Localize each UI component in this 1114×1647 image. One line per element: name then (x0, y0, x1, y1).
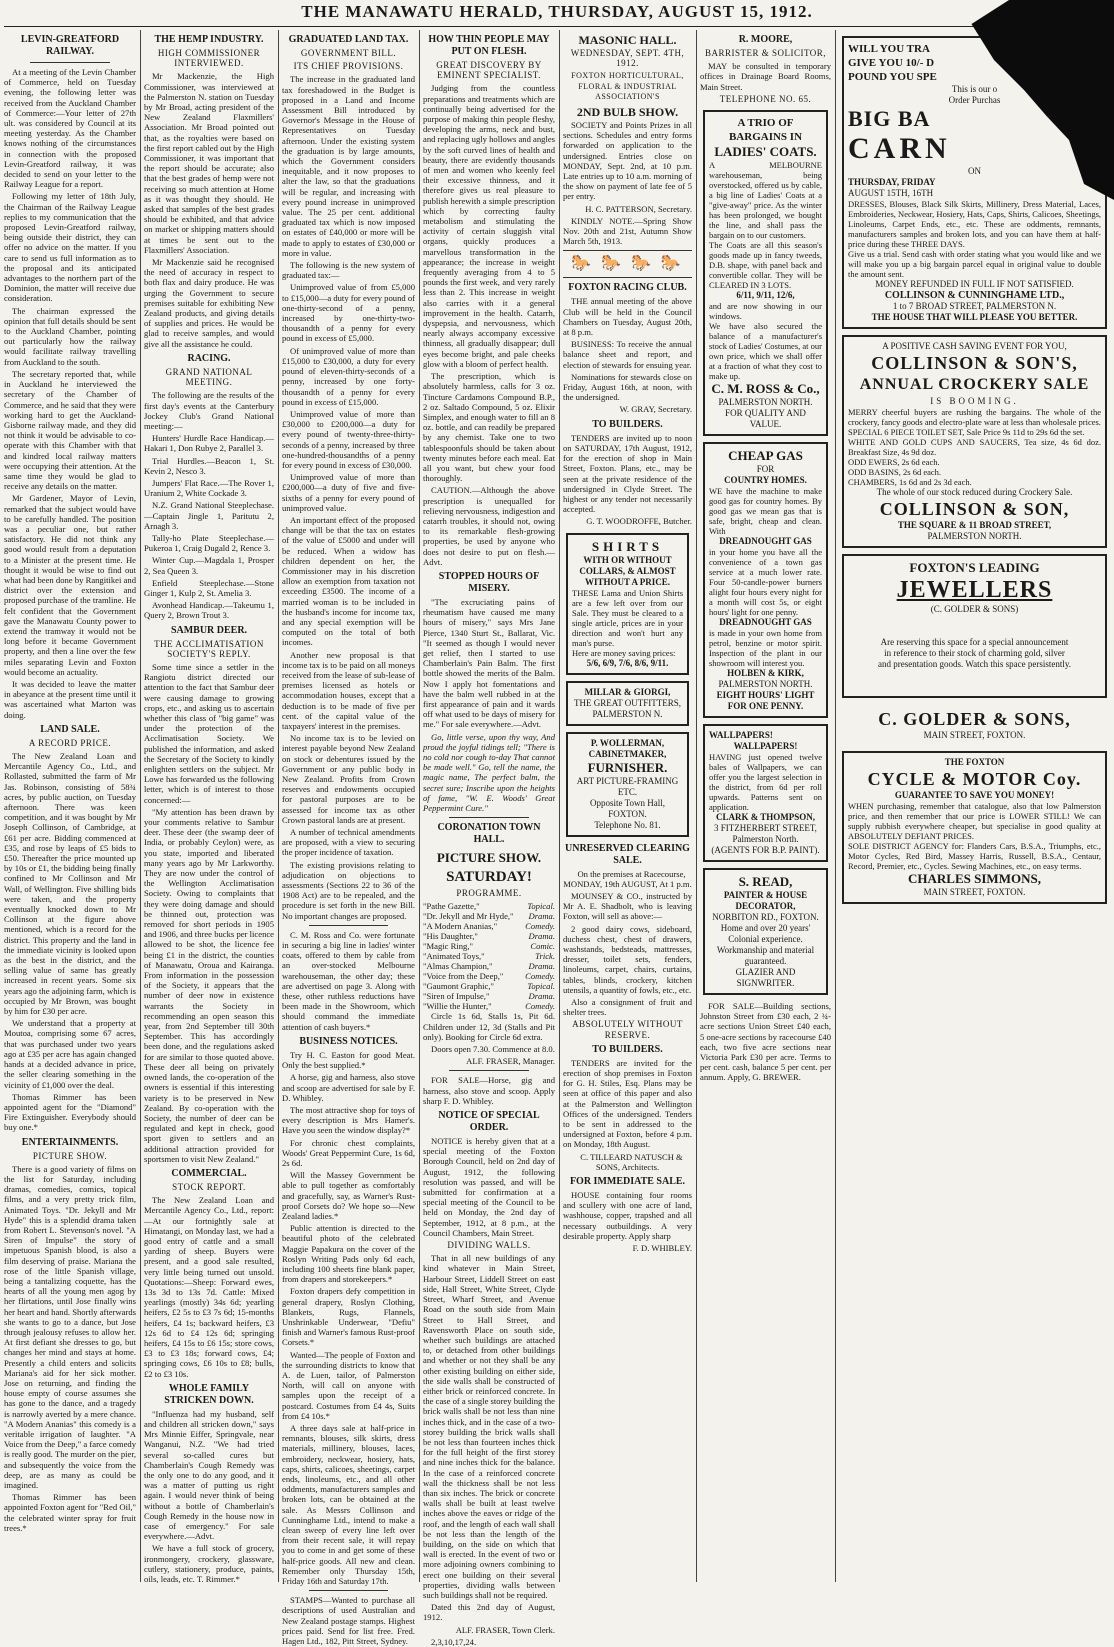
notice-text: Will the Massey Government be able to pull together as comfortably and gracefully, say, as Warner's Rust-proof Corsets do? We hope so—New Zealand ladies.* (282, 1170, 415, 1221)
ad-advertiser: HOLBEN & KIRK, (727, 668, 804, 679)
ad-headline: JEWELLERS (896, 577, 1053, 603)
ad-product: DREADNOUGHT GAS (719, 536, 812, 547)
programme-title: "His Daughter," (423, 931, 478, 942)
ad-subtitle: IS BOOMING. (930, 396, 1019, 406)
programme-genre: Comedy. (525, 921, 555, 932)
notice-text: The most attractive shop for toys of every description is Mrs Hamer's. Have you seen the window display?* (282, 1104, 415, 1136)
ad-golder (842, 704, 1107, 745)
headline-to-builders-2: TO BUILDERS. (592, 1043, 663, 1055)
article-text: No income tax is to be levied on interest payable beyond New Zealand on stock or debentures issued by the Government or any public body in New Zealand. Profits from Crown reserves and endowments occupied for pastoral purposes are to be assessed for income tax as other Crown pastoral lands are at present. (282, 733, 415, 825)
headline-town-hall: CORONATION TOWN HALL. (437, 822, 541, 846)
ad-location: PALMERSTON N. (592, 708, 663, 719)
column-2 (144, 30, 274, 1585)
ad-text: The whole of our stock reduced during Crockery Sale. (876, 487, 1073, 497)
notice-text: MOUNSEY & CO., instructed by Mr A. E. Shadbolt, who is leaving Foxton, will sell as above:— (563, 890, 692, 922)
article-text: Unimproved value of more than £200,000—a duty of five and five-sixths of a penny for every pound of unimproved value. (282, 472, 415, 513)
notice-text: Wanted—The people of Foxton and the surrounding districts to know that A. de Luen, tailor, of Palmerston North, will call on anyone with samples upon the receipt of a postcard. Costumes from £4 4s, Suits from £4 10s.* (282, 1349, 415, 1421)
ad-text: SPECIAL 6 PIECE TOILET SET, Sale Price 9s 11d to 29s 6d the set. (848, 427, 1085, 437)
ad-text: and are now showing in our windows. (709, 301, 822, 322)
programme-genre: Drama. (528, 911, 555, 922)
notice-dates: 2,3,10,17,24. (431, 1636, 477, 1647)
article-text: We have a full stock of grocery, ironmongery, crockery, glassware, cutlery, stationery, produce, paints, oils, leads, etc. T. Rimmer.* (144, 1543, 274, 1585)
ad-cycle-motor (842, 751, 1107, 904)
programme-genre: Comic. (530, 941, 555, 952)
ad-text: TELEPHONE NO. 65. (719, 93, 812, 104)
article-text: We understand that a property at Moutoa, comprising some 67 acres, that was purchased under two years ago at £35 per acre has again changed hands at a decided advance in price, the seller clearing something in the vicinity of £1,000 over the deal. (4, 1018, 136, 1090)
ad-title: WALLPAPERS! (733, 741, 798, 752)
ad-cheap-gas (703, 442, 828, 718)
ad-text: in your home you have all the convenience of a town gas service at a much lower rate. Four 50-candle-power burners alight four hours every night for a month will cost 5s, or eight hours' light for one penny. (709, 547, 822, 618)
subheadline: A RECORD PRICE. (28, 737, 112, 748)
ad-advertiser: C. M. ROSS & Co., (711, 381, 820, 397)
programme-genre: Comedy. (525, 971, 555, 982)
column-4 (423, 30, 555, 1647)
ad-title: WILL YOU TRA (848, 43, 930, 55)
article-text: A number of technical amendments are proposed, with a view to securing the proper incidence of taxation. (282, 827, 415, 858)
ad-text: A MELBOURNE warehouseman, being overstocked, offered us by cable, a big line of Ladies' Coats at a "give-away" price. As the winter has been prolonged, we bought the line, and shall pass the bargain on to our customers. (709, 160, 822, 241)
column-6 (700, 30, 831, 1582)
ad-headline: ANNUAL CROCKERY SALE (859, 376, 1090, 393)
ad-text: ART PICTURE-FRAMING ETC. (576, 775, 679, 797)
ad-location: 3 FITZHERBERT STREET, (714, 823, 817, 834)
ad-moore-name: R. MOORE, (738, 34, 793, 45)
article-text: An important effect of the proposed change will be that the tax on estates of the value of £5000 and under will be reduced. When a widow has children dependent on her, the Commissioner may in his discretion allow an exemption from taxation not exceeding £3500. The income of a married woman is to be included in the husband's income for income tax, and any special exemption will be computed on the total of both incomes. (282, 514, 415, 648)
ad-text: This is our o (951, 84, 998, 94)
headline-immediate-sale: FOR IMMEDIATE SALE. (569, 1176, 686, 1187)
notice-text: NOTICE is hereby given that at a special meeting of the Foxton Borough Council, held on 2nd day of August, 1912, the following resolution was passed, and will be submitted for confirmation at a special meeting of the Council to be held on Monday, the 2nd day of September, 1912, at 8 p.m., at the Council Chambers, Main Street. (423, 1136, 555, 1238)
signature: ALF. FRASER, Town Clerk. (455, 1624, 555, 1635)
article-text: Some time since a settler in the Rangiotu district directed our attention to the fact that Sambur deer were causing damage to growing crops, etc., and asking us to ascertain whether this class of "big game" was under the protection of the Acclimatisation Society. We published the information, and asked the Secretary of the Society to kindly enlighten settlers on the subject. Mr Lowe has forwarded us the following letter, which is of interest to those concerned:— (144, 661, 274, 805)
notice-text: Nominations for stewards close on Friday, August 16th, at noon, with the undersigned. (563, 371, 692, 403)
notice-text: Try H. C. Easton for good Meat. Only the best supplied.* (282, 1049, 415, 1071)
headline-masonic-hall: MASONIC HALL. (578, 33, 677, 47)
programme-genre: Topical. (527, 981, 555, 992)
divider (30, 62, 109, 63)
ad-advertiser: S. READ, (738, 874, 793, 890)
programme-title: "A Modern Ananias," (423, 921, 498, 932)
ad-advertiser: COLLINSON & SON, (879, 499, 1070, 519)
notice-text: TENDERS are invited up to noon on SATURDAY, 17th August, 1912, for the erection of shop in Main Street, Foxton. Plans, etc., may be seen at the private residence of the undersigned in Clyde Street. The highest or any tender not necessarily accepted. (563, 432, 692, 515)
notice-text: TENDERS are invited for the erection of shop premises in Foxton for G. H. Stiles, Esq. Plans may be seen at office of this paper and also at the Palmerston and Wellington Offices of the undersigned. Tenders to be sent in addressed to the undersigned at Foxton, before 4 p.m. on Monday, 18th August. (563, 1057, 692, 1150)
column-rule (696, 30, 697, 1582)
ad-title: FOR (756, 464, 775, 475)
article-text: Thomas Rimmer has been appointed Foxton agent for "Red Oil," the celebrated winter spray for fruit trees.* (4, 1492, 136, 1533)
poem-text: Go, little verse, upon thy way, And proud the joyful tidings tell; "There is no cold nor cough to-day That cannot be made well." Go, tell the name, the magic name, The perfect balm, the secret sure; Inscribe upon the heights of fame, "W. E. Woods' Great Peppermint Cure." (423, 731, 555, 814)
signature: G. T. WOODROFFE, Butcher. (586, 516, 692, 527)
notice-text: A horse, gig and harness, also stove and scoop are advertised for sale by F. D. Whibley. (282, 1072, 415, 1103)
notice-text: HOUSE containing four rooms and scullery with one acre of land, washhouse, copper, trapshed and all necessary outbuildings. A very desirable property. Apply sharp (563, 1190, 692, 1241)
ad-tagline: THE HOUSE THAT WILL PLEASE YOU BETTER. (871, 312, 1078, 322)
notice-text: A three days sale at half-price in remnants, blouses, silk skirts, dress materials, millinery, blouses, laces, embroidery, neckwear, hosiery, hats, caps, shirts, calicoes, sheetings, carpet ends, linoleums, etc., and all other oddments, manufacturers samples and broken lots, can be obtained at the sale. As Messrs Collinson and Cunninghame Ltd., intend to make a clean sweep of every line left over from their recent sale, it will repay you to come in and get some of these half-price goods. All new and clean. Remember only Thursday 15th, Friday 16th and Saturday 17th. (282, 1423, 415, 1587)
headline-bulb-show: 2ND BULB SHOW. (576, 105, 679, 120)
article-text: There is a good variety of films on the list for Saturday, including dramas, comedies, comics, topical films, and a very pretty trick film, Animated Toys. "Dr. Jekyll and Mr Hyde" this is a splendid drama taken from Robert L. Stevenson's novel. "A Siren of Impulse" the story of impetuous Spanish blood, is also a film deserving of praise. Mariana the rose of the little Spanish village, being a tantalizing coquette, has the hearts of all the young men agog by her flirtations, until Jose finally wins her heart and hand. Shortly afterwards she wants to go to a dance, but Jose through jealousy refuses to allow her. At first defiant she dresses to go, but changes her mind and stays at home. Presently a child enters and solicits Mariana's aid for her sick mother. Jose on returning, and finding the house empty of course assumes she has gone to the dance, and a tragedy is narrowly averted by a mere chance. "A Modern Ananias" this comedy is a veritable irrigation of laughter. "A Voice from the Deep," a farce comedy is really good. The murder on the pier, and subsequently the voice from the deep, are as many as could be imagined. (4, 1163, 136, 1491)
column-7 (839, 30, 1110, 1582)
masthead: THE MANAWATU HERALD, THURSDAY, AUGUST 15, 1912. (301, 2, 813, 21)
article-text: At a meeting of the Levin Chamber of Commerce, held on Tuesday evening, the following letter was received from the Auckland Chamber of Commerce:—Your letter of 27th ult. was considered by Council at its meeting yesterday. As the Chamber knows nothing of the circumstances in connection with the proposed Levin-Greatford railway, it was decided to send on your letter to the Railway League for a report. (4, 67, 136, 190)
notice-text: THE annual meeting of the above Club will be held in the Council Chambers on Tuesday, August 20th, at 8 p.m. (563, 296, 692, 338)
article-text: The following is the new system of graduated tax:— (282, 260, 415, 281)
ad-dates: THURSDAY, FRIDAY (848, 177, 936, 187)
notice-text: KINDLY NOTE.—Spring Show Nov. 20th and 21st, Autumn Show March 5th, 1913. (563, 215, 692, 247)
ad-location: Palmerston North. (732, 834, 799, 845)
notice-text: Public attention is directed to the beautiful photo of the celebrated Maggie Papakura on the cover of the Roslyn Writing Pads only 6d each, including 100 sheets fine blank paper, from drapers and storekeepers.* (282, 1223, 415, 1285)
headline-thin-people: HOW THIN PEOPLE MAY PUT ON FLESH. (428, 34, 550, 57)
ad-text: Home and over 20 years' Colonial experience. (720, 923, 811, 945)
headline-picture-show: PICTURE SHOW. (436, 850, 542, 866)
article-text: Unimproved value of more than £30,000 to £200,000—a duty for every pound of twenty-three-thirty-seconds of a penny, increased by three one-hundred-thousandths of a penny for every pound in excess of £30,000. (282, 408, 415, 470)
subheadline: GRAND NATIONAL MEETING. (165, 366, 253, 388)
ad-wollerman (566, 732, 689, 837)
race-result: Trial Hurdles.—Beacon 1, St. Kevin 2, Nesco 3. (144, 455, 274, 476)
article-text: Unimproved value of from £5,000 to £15,000—a duty for every pound of one-thirty-second of a penny, increased by one-thirty-two-thousandth of a penny for every pound in excess of £5,000. (282, 282, 415, 344)
programme-item (423, 941, 555, 951)
article-text: The increase in the graduated land tax foreshadowed in the Budget is proposed in a Land and Income Assessment Bill introduced by Governor's Message in the House of Representatives on Tuesday afternoon. Under the existing system the graduation is by large amounts, which the Government considers inequitable, and it now proposes to alter the law, so that the graduations will be regular, and increasing with every pound increase in unimproved value. The 25 per cent. additional graduated tax which is now imposed on estates of £40,000 or more will be made to apply to estates of £30,000 or more in value. (282, 74, 415, 258)
ad-location: MAIN STREET, FOXTON. (923, 887, 1026, 897)
race-result: Enfield Steeplechase.—Stone Ginger 1, Kulp 2, St. Amelia 3. (144, 577, 274, 598)
signature: F. D. WHIBLEY. (632, 1243, 692, 1254)
subheadline: STOCK REPORT. (172, 1181, 246, 1192)
headline-land-tax: GRADUATED LAND TAX. (288, 34, 409, 45)
ad-text: CHAMBERS, 1s 6d and 2s 3d each. (848, 477, 972, 487)
race-result: Hunters' Hurdle Race Handicap.—Hakari 1, Don Rubye 2, Parallel 3. (144, 433, 274, 454)
article-text: Doors open 7.30. Commence at 8.0. (431, 1044, 555, 1055)
ad-subtitle: (C. GOLDER & SONS) (930, 604, 1019, 614)
ad-text: Order Purchas (948, 95, 1001, 105)
subheadline: ABSOLUTELY WITHOUT RESERVE. (572, 1019, 683, 1040)
ad-text: HAVING just opened twelve bales of Wallpapers, we can offer you the largest selection in the district, from 6d per roll upwards. Patterns sent on application. (709, 752, 822, 813)
ad-subtitle: WITH OR WITHOUT COLLARS, & ALMOST WITHOUT A PRICE. (579, 554, 676, 587)
programme-item (423, 951, 555, 961)
ad-text: Workmanship and material guaranteed. (716, 945, 815, 967)
column-rule (835, 30, 836, 1582)
article-text: Another new proposal is that income tax is to be paid on all moneys received from the lease of sub-lease of premises licensed as hotels or accommodation houses, except that a deduction is to be made of five per cent. of the capital value of the taxpayers' interest in the premises. (282, 649, 415, 731)
divider (449, 817, 528, 818)
signature: C. TILLEARD NATUSCH & SONS, Architects. (580, 1151, 683, 1172)
programme-genre: Drama. (528, 991, 555, 1002)
programme-item (423, 971, 555, 981)
headline-entertainments: ENTERTAINMENTS. (21, 1136, 119, 1148)
article-text: Following my letter of 18th July, the Chairman of the Railway League replies to my communication that the proposed Levin-Greatford railway, being outside their district, they can offer no advice on the matter. If you care to send us full information as to the proposal and its anticipated advantages to the northern part of the Dominion, the matter will receive due consideration. (4, 191, 136, 304)
article-text: The existing provisions relating to adjudication on objections to assessments (Sections 22 to 36 of the 1908 Act) are to be repealed, and the procedure is set forth in the new Bill. No important changes are proposed. (282, 859, 415, 921)
ad-tagline: GLAZIER AND SIGNWRITER. (735, 967, 796, 989)
notice-text: STAMPS—Wanted to purchase all descriptions of used Australian and New Zealand postage stamps. Highest prices paid. Send for list free. Fred. Hagen Ltd., 182, Pitt Street, Sydney. (282, 1595, 415, 1647)
article-text: Circle 1s 6d, Stalls 1s, Pit 6d. Children under 12, 3d (Stalls and Pit only). Booking for Circle 6d extra. (423, 1011, 555, 1042)
headline-commercial: COMMERCIAL. (171, 1167, 247, 1179)
ad-prices: 5/6, 6/9, 7/6, 8/6, 9/11. (586, 657, 669, 668)
racing-horses-illustration: 🐎 🐎 🐎 🐎 (563, 250, 692, 278)
ad-title: SHIRTS (591, 538, 664, 554)
programme-title: "Magic Ring," (423, 941, 473, 952)
notice-text: On the premises at Racecourse, MONDAY, 19th AUGUST, At 1 p.m. (563, 868, 692, 889)
race-result: Tally-ho Plate Steeplechase.—Pukeroa 1, Craig Dugald 2, Rence 3. (144, 532, 274, 554)
headline-saturday: SATURDAY! (446, 869, 532, 886)
programme-title: "Pathe Gazette," (423, 901, 480, 912)
headline-family: WHOLE FAMILY STRICKEN DOWN. (164, 1382, 254, 1406)
ad-title: FOXTON'S LEADING (909, 560, 1040, 575)
subheadline: ITS CHIEF PROVISIONS. (293, 61, 404, 72)
ad-title: CHEAP GAS (728, 448, 803, 464)
ad-location: MAIN STREET, FOXTON. (923, 730, 1026, 740)
article-text: Of unimproved value of more than £15,000 to £30,000, a duty for every pound of eleven-thirty-seconds of a penny, increased by one forty-thousandth of a penny for every pound in excess of £15,000. (282, 345, 415, 407)
notice-text: Foxton drapers defy competition in general drapery, Roslyn Clothing, Blankets, Rugs, Flannels, Unshrinkable Underwear, "Defiu" finish and Warner's famous Rust-proof Corsets.* (282, 1286, 415, 1348)
article-text: The New Zealand Loan and Mercantile Agency Co., Ltd., report:—At our fortnightly sale at Himatangi, on Monday last, we had a good entry of cattle and a small yarding of sheep. Buyers were present, and a good sale resulted, very little being turned out unsold. Quotations:—Sheep: Forward ewes, 13s 3d to 13s 7d. Cattle: Mixed yearlings (mostly) 34s 6d; yearling heifers, £2 5s to £3 7s 6d; 15-months heifers, £4 1s; backward heifers, £3 12s 6d to £4 12s 6d; springing heifers, £4 15s to £6 15s; store cows, £3 to £3 18s; forward cows, £4; springing cows, £6 10s to £8; bulls, £2 to £3 10s. (144, 1195, 274, 1379)
ad-title: THE FOXTON (944, 757, 1005, 767)
headline-business-notices: BUSINESS NOTICES. (299, 1035, 398, 1047)
ad-title: COUNTRY HOMES. (724, 475, 807, 486)
ad-subtitle: THE GREAT OUTFITTERS, (573, 697, 682, 708)
article-text: The chairman expressed the opinion that full details should be sent to the Auckland Chamber, pointing out particularly how the railway would facilitate railway travelling from Auckland to the south. (4, 305, 136, 367)
notice-text: 2 good dairy cows, sideboard, duchess chest, chest of drawers, washstands, bedsteads, mattresses, dresser, toilet sets, fenders, linoleums, carpet, chairs, curtains, tables, blinds, crockery, kitchen utensils, a quantity of fowls, etc., etc. (563, 923, 692, 995)
ad-subtitle: GUARANTEE TO SAVE YOU MONEY! (894, 790, 1055, 800)
ad-wallpapers (703, 724, 828, 862)
programme-genre: Drama. (528, 961, 555, 972)
headline-clearing-sale: UNRESERVED CLEARING SALE. (565, 842, 690, 866)
ad-title: A POSITIVE CASH SAVING EVENT FOR YOU, (882, 341, 1067, 351)
ad-location: PALMERSTON NORTH. (718, 397, 813, 408)
article-text: CAUTION.—Although the above prescription is unequalled for relieving nervousness, indigestion and catarrh troubles, it should not, owing to its remarkable flesh-growing properties, be used by anyone who does not desire to put on flesh.—Advt. (423, 485, 555, 567)
notice-text: Also a consignment of fruit and shelter trees. (563, 996, 692, 1018)
ad-text: SOLE DISTRICT AGENCY for: Flanders Cars, B.S.A., Triumphs, etc., Motor Cycles, Red Bird, Massey Harris, Russell, B.S.A., Centaur, Record, Premier, etc., Cycles. Sewing Machines, etc., on easy terms. (848, 841, 1101, 871)
signature: H. C. PATTERSON, Secretary. (585, 203, 692, 214)
article-text: The prescription, which is absolutely harmless, calls for 3 oz. Tincture Cardamons Compound B.P., 2 oz. Saltado Compound, 5 oz. Elixir Simplex, and enough water to fill an 8 oz. bottle, and can readily be prepared by any chemist. Take one to two tablespoonfuls should be taken about twenty minutes before each meal. Eat all you want, but chew your food thoroughly. (423, 371, 555, 484)
programme-item (423, 911, 555, 921)
headline-special-order: NOTICE OF SPECIAL ORDER. (438, 1110, 540, 1134)
column-rule (140, 30, 141, 1582)
subheadline: GREAT DISCOVERY BY EMINENT SPECIALIST. (436, 60, 542, 81)
ad-advertiser: CHARLES SIMMONS, (908, 871, 1041, 886)
ad-headline: CYCLE & MOTOR Coy. (867, 769, 1082, 789)
article-text: Thomas Rimmer has been appointed agent for the "Diamond" Fire Extinguisher. Everybody should buy one.* (4, 1091, 136, 1133)
column-3 (282, 30, 415, 1647)
article-text: The following are the results of the first day's events at the Canterbury Jockey Club's Grand National meeting:— (144, 390, 274, 431)
notice-text: BUSINESS: To receive the annual balance sheet and report, and election of stewards for ensuing year. (563, 339, 692, 370)
divider (449, 1070, 528, 1071)
ad-text: WE have the machine to make good gas for country homes. By good gas we mean gas that is safe, bright, cheap and clean. With (709, 486, 822, 537)
race-result: Winter Cup.—Magdala 1, Prosper 2, Sea Queen 3. (144, 555, 274, 576)
column-rule (559, 30, 560, 1582)
race-result: N.Z. Grand National Steeplechase.—Captain Jingle 1, Paritutu 2, Arnagh 3. (144, 500, 274, 531)
ad-product: DREADNOUGHT GAS (719, 617, 812, 628)
programme-title: "Dr. Jekyll and Mr Hyde," (423, 911, 514, 922)
ad-location: THE SQUARE & 11 BROAD STREET, (897, 520, 1052, 530)
ad-location: NORBITON RD., FOXTON. (712, 912, 819, 923)
ad-text: Give us a trial. Send cash with order stating what you would like and we will make you up a big bargain parcel equal in original value to double the amount sent. (848, 249, 1101, 279)
ad-text: MONEY REFUNDED IN FULL IF NOT SATISFIED. (875, 279, 1074, 289)
ad-advertiser: CLARK & THOMPSON, (715, 812, 816, 823)
ad-prices: 6/11, 9/11, 12/6, (736, 290, 795, 301)
subheadline: HIGH COMMISSIONER INTERVIEWED. (157, 48, 261, 69)
ad-text: DRESSES, Blouses, Black Silk Skirts, Millinery, Dress Material, Laces, Embroideries, Neckwear, Hosiery, Hats, Caps, Shirts, Calicoes, Sheetings, Linoleums, Carpet Ends, etc., etc. These are oddments, remnants, manufacturers samples and broken lots, and you can have them at half-price during these THREE DAYS. (848, 199, 1101, 249)
subheadline: WEDNESDAY, SEPT. 4TH, 1912. (570, 48, 685, 69)
ad-text: Opposite Town Hall, FOXTON. (590, 797, 665, 819)
ad-title: POUND YOU SPE (848, 71, 937, 83)
headline-to-builders: TO BUILDERS. (592, 418, 663, 430)
race-result: Avonhead Handicap.—Takeumu 1, Query 2, Brown Trout 3. (144, 600, 274, 621)
subheadline: PROGRAMME. (456, 888, 522, 899)
ad-text: ON (968, 166, 981, 176)
article-text: Mr Mackenzie, the High Commissioner, was interviewed at the Palmerston N. station on Tuesday by Mr Broad, acting president of the New Zealand Flaxmillers' Association. Mr Broad pointed out that, as the royalties were based on the first report cabled out by the High Commissioner, it was important that the report should be accurate; also that the best grades of hemp were not receiving so much attention at Home as it was thought they should. He asked that samples of the best grades should be exhibited, and that advice on market or shipping matters should at times be sent out to the Flaxmillers' Association. (144, 71, 274, 255)
headline-land-sale: LAND SALE. (40, 723, 100, 735)
ad-title: MILLAR & GIORGI, (584, 686, 671, 697)
programme-genre: Trick. (535, 951, 555, 962)
programme-item (423, 1001, 555, 1011)
ad-title: LADIES' COATS. (714, 144, 817, 160)
ad-title: P. WOLLERMAN, (590, 737, 665, 748)
notice-text: Dated this 2nd day of August, 1912. (423, 1602, 555, 1623)
ad-jewellers (842, 554, 1107, 698)
masthead-rule (4, 26, 1110, 27)
programme-title: "Voice from the Deep," (423, 971, 504, 982)
article-text: "Influenza had my husband, self and children all stricken down," says Mrs Minnie Eiffer, Springvale, near Wanganui, N.Z. "We had tried several so-called cures but Chamberlain's Cough Remedy was the only one to do any good, and it was a matter of putting us right again. I would never think of being without a bottle of Chamberlain's Cough Remedy in the house now in case of emergency." For sale everywhere.—Advt. (144, 1408, 274, 1542)
subheadline: FOXTON HORTICULTURAL, FLORAL & INDUSTRIAL ASSOCIATION'S (571, 71, 684, 101)
programme-genre: Comedy. (525, 1001, 555, 1012)
ad-text: is made in your own home from petrol, benzine or motor spirit. Inspection of the plant in our showroom will interest you. (709, 628, 822, 669)
headline-hemp: THE HEMP INDUSTRY. (154, 34, 264, 45)
headline-railway: LEVIN-GREATFORD RAILWAY. (20, 34, 120, 57)
article-text: The secretary reported that, while in Auckland he interviewed the secretary of the Chamber of Commerce, and he said that they were working hard to get the Auckland-Gisborne railway made, and they did not think it would be advisable to co-operate with this Chamber with that and kindred local railway matters were occupying their attention. At the same time they would be glad to receive any details on the matter. (4, 368, 136, 492)
ad-subtitle: CABINETMAKER, (588, 748, 667, 759)
ad-s-read (703, 868, 828, 995)
programme-title: "Siren of Impulse," (423, 991, 490, 1002)
ad-tagline: FOR QUALITY AND VALUE. (725, 408, 806, 430)
ad-headline: COLLINSON & SON'S, (871, 353, 1078, 373)
signature: W. GRAY, Secretary. (619, 404, 692, 415)
notice-text: That in all new buildings of any kind whatever in Main Street, Harbour Street, Liddell Street on east side, Hall Street, White Street, Clyde Street, Wharf Street, and Avenue Road on the south side from Main Street to Hall Street, and Ravensworth Place on south side, whether such buildings are attached to, or detached from other buildings and whether or not they shall be any other existing building on either side, the side walls shall be constructed of either brick or reinforced concrete. In the case of a single storey building the brick walls shall be not less than nine inches thick, and in the case of a two-storey building the brick walls shall be not less than fourteen inches thick for the full height of the first storey and nine inches thick for the balance. In the case of a reinforced concrete wall the thickness shall be not less than six inches. The brick or concrete walls shall be built at least twelve inches above the eaves or ridge of the roof, and the length of each wall shall be not less than the length of the building, on the side on which that wall is erected. In the event of two or more adjoining owners combining to erect one building on their several properties, dividing walls between such buildings shall not be required. (423, 1253, 555, 1600)
programme-genre: Drama. (528, 931, 555, 942)
subheadline: DIVIDING WALLS. (447, 1240, 531, 1251)
subheadline: PICTURE SHOW. (32, 1150, 108, 1161)
ad-ladies-coats (703, 110, 828, 436)
ad-text: THESE Lama and Union Shirts are a few left over from our Sale. They must be cleared to a single article, prices are in your direction and won't hurt any man's purse. (572, 587, 683, 648)
programme-item (423, 991, 555, 1001)
ad-dates: AUGUST 15TH, 16TH (848, 188, 934, 198)
programme-item (423, 981, 555, 991)
programme-title: "Animated Toys," (423, 951, 485, 962)
headline-racing-club: FOXTON RACING CLUB. (568, 282, 687, 294)
divider (309, 1590, 389, 1591)
column-rule (419, 30, 420, 1582)
ad-text: Are reserving this space for a special announcement in reference to their stock of charming gold, silver and presentation goods. Watch this space persistently. (878, 637, 1071, 669)
programme-title: "Gaumont Graphic," (423, 981, 494, 992)
ad-shirts (566, 533, 689, 675)
programme-title: "Willie the Hunter," (423, 1001, 492, 1012)
headline-misery: STOPPED HOURS OF MISERY. (438, 570, 540, 594)
ad-subtitle: PAINTER & HOUSE DECORATOR, (723, 890, 808, 912)
divider (309, 925, 389, 926)
signature: ALF. FRASER, Manager. (466, 1056, 555, 1067)
ad-text: The Coats are all this season's goods made up in fancy tweeds, D.B. shape, with panel back and convertible collar. They will be CLEARED IN 3 LOTS. (709, 240, 822, 291)
column-1 (4, 30, 136, 1582)
column-rule (278, 30, 279, 1582)
ad-moore-title: BARRISTER & SOLICITOR, (704, 48, 827, 58)
programme-item (423, 901, 555, 911)
programme-list (423, 901, 555, 1011)
ad-text: Telephone No. 81. (594, 819, 661, 830)
article-text: It was decided to leave the matter in abeyance at the present time until it was ascertained what Marton was doing. (4, 678, 136, 720)
ad-text: ODD EWERS, 2s 6d each. (848, 457, 940, 467)
ad-location: PALMERSTON NORTH. (718, 679, 813, 690)
programme-item (423, 961, 555, 971)
ad-text: MERRY cheerful buyers are rushing the bargains. The whole of the crockery, fancy goods and electro-plate ware at less than wholesale prices. (848, 407, 1101, 427)
article-text: Mr Mackenzie said he recognised the need of accuracy in respect to both flax and dairy produce. He was urging the Government to secure premises suitable for exhibiting New Zealand products, and giving details of supplies and prices. He would be glad to receive samples, and would give all the assistance he could. (144, 257, 274, 349)
notice-text: For chronic chest complaints, Woods' Great Peppermint Cure, 1s 6d, 2s 6d. (282, 1137, 415, 1168)
ad-title: GIVE YOU 10/- D (848, 57, 935, 69)
headline-racing: RACING. (187, 352, 231, 364)
ad-headline: BIG BA (848, 106, 931, 131)
ad-millar-giorgi (566, 681, 689, 726)
ad-headline: CARN (848, 132, 951, 165)
column-5 (563, 30, 692, 1582)
notice-text: FOR SALE—Building sections, Johnston Street from £30 each, 2 ¾-acre sections Union Street £40 each, 5 one-acre sections by racecourse £40 each, two five acre sections near Victoria Park £30 per acre. Terms to per cent. cash, balance 5 per cent. per annum. Apply, G. BREWER. (700, 1001, 831, 1083)
programme-genre: Topical. (527, 901, 555, 912)
ad-subtitle: FURNISHER. (587, 759, 668, 775)
ad-title: A TRIO OF BARGAINS IN (728, 117, 803, 144)
programme-item (423, 921, 555, 931)
headline-sambur-deer: SAMBUR DEER. (170, 624, 248, 636)
notice-text: FOR SALE—Horse, gig and harness, also stove and scoop. Apply sharp F. D. Whibley. (423, 1075, 555, 1106)
article-text: Mr Gardener, Mayor of Levin, remarked that the subject would have to be carefully handled. The position was a peculiar one, but rather satisfactory. He did not think any good would result from a deputation to a Minister at the present time. He thought it would be wise to find out what had been done by Rangitikei and district over the extension and proposed purchase of the tramline. He felt confident that the Government gave the Manawatu County power to extend the tramway it would not be long before it became Government property, and then a line over the few miles separating Levin and Foxton would become an actuality. (4, 493, 136, 677)
programme-item (423, 931, 555, 941)
article-text: "The excruciating pains of rheumatism have caused me many hours of misery," says Mrs Jane Pierce, 1340 Sturt St., Ballarat, Vic. "It seemed as though I would never get relief, then I started to use Chamberlain's Pain Balm. The first bottle showed the merits of the Balm. Now I apply hot fomentations and have the balm well rubbed in at the first appearance of pain and it wards off what used to be days of misery for me." For sale everywhere.—Advt. (423, 596, 555, 730)
ad-advertiser: C. GOLDER & SONS, (878, 709, 1071, 729)
programme-title: "Almas Champion," (423, 961, 493, 972)
ad-text: WHITE AND GOLD CUPS AND SAUCERS, Tea size, 4s 6d doz. Breakfast Size, 4s 9d doz. (848, 437, 1101, 457)
ad-location: 1 to 7 BROAD STREET, PALMERSTON N. (892, 301, 1057, 311)
article-text: Judging from the countless preparations and treatments which are continually being advertised for the purpose of making thin people fleshy, developing the arms, neck and bust, and replacing ugly hollows and angles by the soft curved lines of health and beauty, there are evidently thousands of men and women who keenly feel their excessive thinness, and it therefore gives us real pleasure to publish herewith a simple prescription which by correcting faulty metabolism and stimulating the activity of certain sluggish vital organs, quickly produces a marvellous transformation in the appearance; the increase in weight frequently averaging from 4 to 5 pounds the first week, and very rarely less than 2. This increase in weight also carries with it a general improvement in the health. Catarrh, dyspepsia, and nervousness, which nearly always accompany excessive thinness, all gradually disappear; dull eyes become bright, and pale cheeks glow with a bloom of perfect health. (423, 83, 555, 369)
subheadline: GOVERNMENT BILL. (300, 48, 397, 58)
notice-text: SOCIETY and Points Prizes in all sections. Schedules and entry forms forwarded on application to the undersigned. Entries close on MONDAY, Sept. 2nd, at 10 p.m. Late entries up to 10 a.m. morning of the show on payment of late fee of 5 per entry. (563, 120, 692, 202)
ad-text: Here are money saving prices: (572, 647, 676, 658)
race-result: Jumpers' Flat Race.—The Rover 1, Uranium 2, White Cockade 3. (144, 477, 274, 499)
ad-text: We have also secured the balance of a manufacturer's stock of Ladies' Costumes, at our own price, which we shall offer at a fraction of what they cost to make up. (709, 321, 822, 382)
ad-tagline: (AGENTS FOR B.P. PAINT). (711, 845, 820, 856)
ad-advertiser: COLLINSON & CUNNINGHAME LTD., (884, 290, 1065, 301)
ad-text: MAY be consulted in temporary offices in Drainage Board Rooms, Main Street. (700, 61, 831, 92)
subheadline: THE ACCLIMATISATION SOCIETY'S REPLY. (154, 638, 264, 659)
ad-location: PALMERSTON NORTH. (927, 531, 1022, 541)
ad-crockery-sale (842, 335, 1107, 548)
article-text: The New Zealand Loan and Mercantile Agency Co., Ltd., and Rollasted, submitted the farm of Mr Jas. Robinson, consisting of 58¾ acres, by public auction, on Tuesday afternoon. There was keen competition, and it was bought by Mr Joseph Collinson, of Cambridge, at £61 per acre. Bidding commenced at £35, and rose by leaps of £5 bids to £50. Thereafter the price mounted up by 10s or £1, the bidding being finally confined to Mr Collinson and Mr Wall, of Wellington. Five shilling bids were taken, and the property eventually knocked down to Mr Collinson at the figure above mentioned, which is a record for the district. This property and the land in the immediate vicinity is looked upon as the best in the district, and the selling value of same has greatly increased in recent years. Some six years ago the adjoining farm, which is occupied by Mr Brown, was bought by him for £30 per acre. (4, 751, 136, 1017)
ad-tagline: EIGHT HOURS' LIGHT FOR ONE PENNY. (716, 690, 815, 712)
article-text: "My attention has been drawn by your comments relative to Sambur deer. These deer (the swamp deer of India, or probably Ceylon) were, as you state, imported and liberated many years ago by Mr Larkworthy. They are now under the control of the Wellington Acclimatisation Society. Owing to complaints that they were doing damage and should be thinned out, protection was removed for short periods in 1905 and 1906, and three bucks per licence allowed to be shot, the licence fee being £1 in the district, the counties of Manawatu, Oroua and Kairanga. From information in the possession of the Society, it appears that the number of deer now in existence warrants the Society in recommending an open season this year, from 2nd September till 30th September. This has accordingly been done, and the regulations asked for are similar to those quoted above. These deer all being on privately owned lands, the co-operation of the owners is essential if this interesting variety is to be preserved in New Zealand. By co-operation with the Society, the number of deer can be regulated and kept in check, good sport given to settlers and an additional attraction provided for sportsmen to visit New Zealand." (144, 806, 274, 1164)
article-text: C. M. Ross and Co. were fortunate in securing a big line in ladies' winter coats, offered to them by cable from an over-stocked Melbourne warehouseman, the other day; these are advertised on page 3. Along with these, other ruthless reductions have been made in the Showroom, which should command the immediate attention of cash buyers.* (282, 929, 415, 1032)
ad-text: WHEN purchasing, remember that catalogue, also that low Palmerston price, and then remember that our price is LOWER STILL! We can supply rubbish everywhere cheaper, but specialise in good quality at ABSOLUTELY DEFIANT PRICES. (848, 801, 1101, 841)
ad-text: ODD BASINS, 2s 6d each. (848, 467, 942, 477)
ad-title: WALLPAPERS! (709, 730, 773, 741)
